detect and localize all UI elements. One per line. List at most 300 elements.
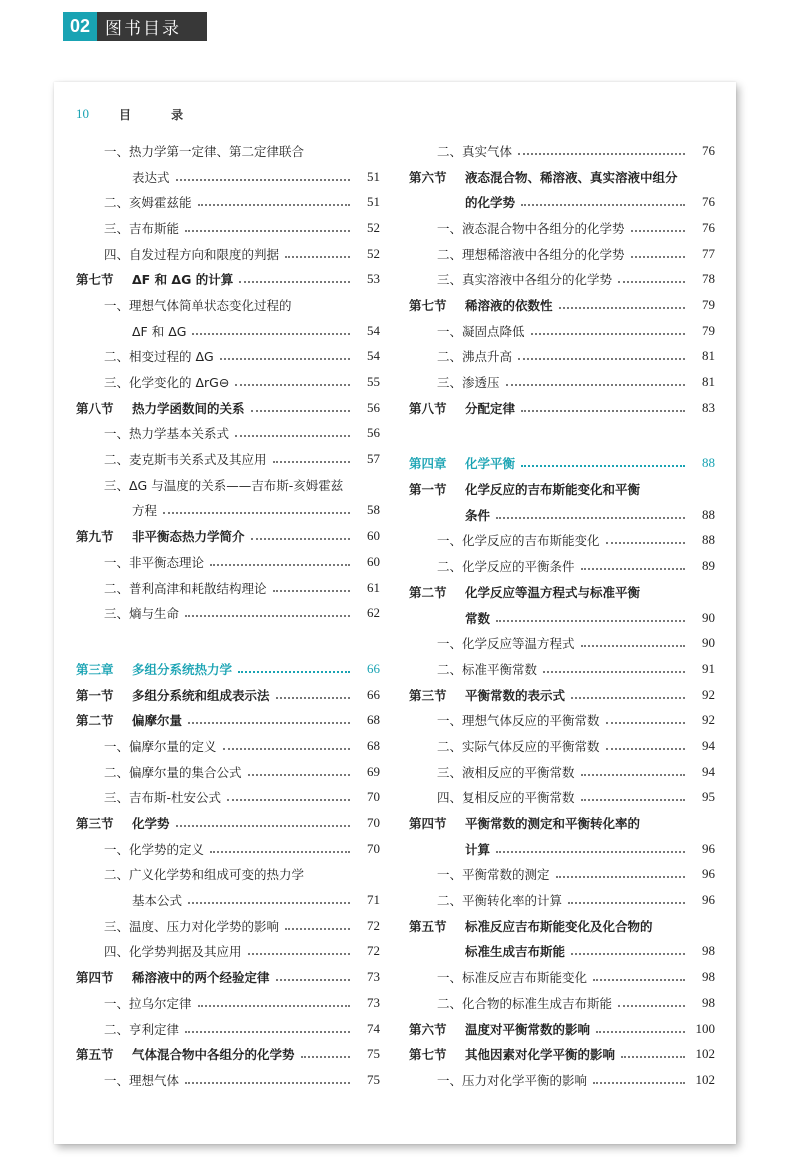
entry-title: 其他因素对化学平衡的影响 (465, 1047, 616, 1063)
toc-section-entry (409, 292, 715, 318)
leader-dots (606, 722, 685, 724)
entry-label (104, 865, 304, 883)
entry-title: 表达式 (132, 169, 170, 185)
leader-dots (276, 979, 350, 981)
entry-title: 四、化学势判据及其应用 (104, 944, 242, 960)
toc-left-column (76, 138, 380, 1093)
leader-dots (185, 1031, 350, 1033)
entry-title: 化学势 (132, 816, 170, 832)
entry-label (104, 737, 217, 755)
entry-label (437, 634, 575, 652)
entry-title: 化学反应等温方程式与标准平衡 (465, 584, 641, 600)
leader-dots (496, 620, 685, 622)
entry-page-number: 89 (702, 558, 715, 574)
entry-code: 第五节 (409, 918, 447, 934)
leader-dots (176, 179, 350, 181)
toc-entry (76, 421, 380, 447)
entry-page-number: 81 (702, 374, 715, 390)
entry-label (409, 1045, 615, 1063)
entry-title: 三、吉布斯能 (104, 220, 180, 236)
leader-dots (235, 384, 350, 386)
toc-entry (76, 1016, 380, 1042)
entry-label (132, 501, 157, 519)
toc-section-entry (76, 523, 380, 549)
leader-dots (518, 358, 685, 360)
entry-label (465, 193, 515, 211)
entry-label (465, 942, 565, 960)
toc-chapter-entry (76, 656, 380, 682)
entry-page-number: 60 (367, 528, 380, 544)
toc-entry (409, 553, 715, 579)
entry-label (409, 583, 640, 601)
leader-dots (521, 410, 685, 412)
entry-page-number: 91 (702, 660, 715, 676)
toc-spacer (409, 421, 715, 451)
entry-title: 一、热力学第一定律、第二定律联合 (104, 143, 305, 159)
entry-title: 二、理想稀溶液中各组分的化学势 (437, 246, 625, 262)
entry-code: 第七节 (409, 1047, 447, 1063)
leader-dots (518, 153, 685, 155)
entry-title: 二、真实气体 (437, 143, 513, 159)
entry-page-number: 88 (702, 455, 715, 471)
toc-section-entry (76, 707, 380, 733)
toc-right-column (409, 138, 715, 1093)
entry-label (437, 245, 625, 263)
entry-label (437, 968, 587, 986)
entry-title: 计算 (465, 841, 491, 857)
leader-dots (185, 230, 350, 232)
toc-entry (409, 241, 715, 267)
toc-section-entry (409, 1041, 715, 1067)
leader-dots (631, 230, 685, 232)
leader-dots (188, 722, 350, 724)
toc-entry (76, 446, 380, 472)
entry-label (409, 480, 640, 498)
entry-page-number: 66 (367, 660, 380, 676)
entry-title: 二、化学反应的平衡条件 (437, 559, 575, 575)
entry-label (409, 399, 515, 417)
entry-label (132, 322, 186, 340)
leader-dots (192, 333, 350, 335)
entry-page-number: 68 (367, 737, 380, 753)
leader-dots (581, 568, 685, 570)
entry-label (104, 347, 214, 365)
section-badge (63, 12, 207, 41)
entry-label (104, 424, 229, 442)
entry-title: 三、真实溶液中各组分的化学势 (437, 272, 613, 288)
leader-dots (496, 851, 685, 853)
entry-page-number: 88 (702, 532, 715, 548)
entry-page-number: 95 (702, 789, 715, 805)
entry-label (409, 1020, 590, 1038)
toc-entry (409, 656, 715, 682)
toc-entry (76, 575, 380, 601)
entry-title: 一、化学势的定义 (104, 841, 205, 857)
leader-dots (543, 671, 685, 673)
leader-dots (273, 590, 350, 592)
entry-label (132, 891, 182, 909)
entry-label (409, 454, 515, 472)
entry-label (437, 322, 525, 340)
entry-label (437, 660, 537, 678)
entry-label (437, 788, 575, 806)
toc-entry (76, 733, 380, 759)
entry-title: 二、亨利定律 (104, 1021, 180, 1037)
toc-section-entry (76, 964, 380, 990)
entry-title: 一、凝固点降低 (437, 323, 525, 339)
toc-entry (76, 472, 380, 498)
entry-label (437, 711, 600, 729)
entry-page-number: 70 (367, 840, 380, 856)
entry-title: 的化学势 (465, 195, 516, 211)
leader-dots (301, 1056, 350, 1058)
toc-section-entry (76, 810, 380, 836)
entry-page-number: 54 (367, 348, 380, 364)
leader-dots (248, 774, 350, 776)
entry-title: 四、复相反应的平衡常数 (437, 790, 575, 806)
entry-label (104, 193, 192, 211)
leader-dots (239, 281, 350, 283)
leader-dots (176, 825, 350, 827)
entry-label (437, 891, 562, 909)
entry-title: 四、自发过程方向和限度的判据 (104, 246, 280, 262)
entry-title: 一、理想气体简单状态变化过程的 (104, 297, 292, 313)
entry-code: 第一节 (409, 482, 447, 498)
entry-label (437, 142, 512, 160)
entry-label (104, 942, 242, 960)
entry-label (437, 557, 575, 575)
entry-code: 第六节 (409, 1021, 447, 1037)
toc-entry (409, 836, 715, 862)
entry-title: 一、非平衡态理论 (104, 554, 205, 570)
entry-page-number: 100 (695, 1020, 715, 1036)
entry-page-number: 76 (702, 142, 715, 158)
entry-label (76, 399, 245, 417)
leader-dots (251, 410, 350, 412)
entry-label (104, 763, 242, 781)
toc-spacer (76, 626, 380, 656)
entry-title: ΔF 和 ΔG (132, 323, 187, 339)
toc-section-entry (76, 266, 380, 292)
entry-title: 气体混合物中各组分的化学势 (132, 1047, 295, 1063)
entry-label (104, 840, 204, 858)
entry-code: 第九节 (76, 529, 114, 545)
toc-entry (76, 215, 380, 241)
leader-dots (235, 435, 350, 437)
entry-code: 第一节 (76, 687, 114, 703)
leader-dots (556, 876, 685, 878)
entry-page-number: 66 (367, 686, 380, 702)
entry-code: 第八节 (409, 400, 447, 416)
toc-entry (409, 939, 715, 965)
entry-title: 三、液相反应的平衡常数 (437, 764, 575, 780)
entry-page-number: 70 (367, 789, 380, 805)
leader-dots (185, 1082, 350, 1084)
entry-title: 一、偏摩尔量的定义 (104, 738, 217, 754)
entry-page-number: 72 (367, 943, 380, 959)
entry-title: 化学平衡 (465, 456, 516, 472)
leader-dots (531, 333, 685, 335)
leader-dots (596, 1031, 685, 1033)
page-number: 10 (76, 106, 89, 121)
entry-title: 分配定律 (465, 400, 516, 416)
entry-code: 第三节 (76, 816, 114, 832)
entry-page-number: 94 (702, 737, 715, 753)
toc-entry (76, 241, 380, 267)
entry-page-number: 61 (367, 579, 380, 595)
leader-dots (618, 1005, 685, 1007)
leader-dots (220, 358, 350, 360)
entry-page-number: 60 (367, 553, 380, 569)
entry-page-number: 79 (702, 322, 715, 338)
leader-dots (198, 1005, 350, 1007)
entry-label (437, 763, 575, 781)
entry-title: 一、液态混合物中各组分的化学势 (437, 220, 625, 236)
leader-dots (621, 1056, 685, 1058)
entry-page-number: 69 (367, 763, 380, 779)
entry-label (437, 865, 550, 883)
leader-dots (593, 979, 685, 981)
entry-page-number: 102 (695, 1071, 715, 1087)
entry-page-number: 96 (702, 866, 715, 882)
entry-page-number: 77 (702, 245, 715, 261)
entry-title: 标准生成吉布斯能 (465, 944, 566, 960)
leader-dots (163, 512, 350, 514)
entry-title: 液态混合物、稀溶液、真实溶液中组分 (465, 169, 678, 185)
leader-dots (571, 697, 685, 699)
entry-title: 一、压力对化学平衡的影响 (437, 1072, 588, 1088)
entry-code: 第四章 (409, 456, 447, 472)
entry-title: 平衡常数的测定和平衡转化率的 (465, 816, 641, 832)
page-heading: 目 录 (119, 108, 202, 122)
leader-dots (285, 256, 350, 258)
entry-code: 第四节 (76, 970, 114, 986)
leader-dots (210, 564, 350, 566)
entry-label (409, 917, 653, 935)
toc-entry (76, 164, 380, 190)
entry-title: 基本公式 (132, 893, 183, 909)
entry-label (409, 814, 640, 832)
entry-label (76, 1045, 295, 1063)
toc-entry (76, 913, 380, 939)
entry-page-number: 51 (367, 194, 380, 210)
entry-label (437, 1071, 587, 1089)
entry-title: 稀溶液中的两个经验定律 (132, 970, 270, 986)
toc-entry (409, 266, 715, 292)
entry-title: 平衡常数的表示式 (465, 687, 566, 703)
toc-entry (76, 138, 380, 164)
entry-page-number: 94 (702, 763, 715, 779)
toc-entry (76, 549, 380, 575)
toc-entry (76, 1067, 380, 1093)
toc-section-entry (409, 164, 715, 190)
entry-label (104, 553, 204, 571)
toc-entry (76, 887, 380, 913)
leader-dots (571, 953, 685, 955)
toc-entry (409, 318, 715, 344)
entry-page-number: 72 (367, 917, 380, 933)
entry-page-number: 62 (367, 605, 380, 621)
entry-label (76, 711, 182, 729)
entry-page-number: 102 (695, 1046, 715, 1062)
entry-title: 一、拉乌尔定律 (104, 995, 192, 1011)
entry-page-number: 92 (702, 712, 715, 728)
entry-title: 三、温度、压力对化学势的影响 (104, 918, 280, 934)
entry-page-number: 83 (702, 399, 715, 415)
entry-code: 第三节 (409, 687, 447, 703)
entry-label (104, 604, 179, 622)
toc-entry (76, 785, 380, 811)
entry-label (437, 219, 625, 237)
entry-label (104, 579, 267, 597)
toc-entry (409, 1067, 715, 1093)
toc-entry (409, 887, 715, 913)
entry-code: 第五节 (76, 1047, 114, 1063)
entry-title: 二、平衡转化率的计算 (437, 893, 563, 909)
toc-page (54, 82, 736, 1144)
entry-label (465, 506, 490, 524)
leader-dots (273, 461, 350, 463)
entry-title: 二、广义化学势和组成可变的热力学 (104, 867, 305, 883)
leader-dots (248, 953, 350, 955)
toc-section-entry (409, 1016, 715, 1042)
entry-label (76, 968, 270, 986)
entry-label (409, 296, 553, 314)
toc-entry (76, 369, 380, 395)
leader-dots (521, 204, 685, 206)
entry-title: 条件 (465, 507, 491, 523)
entry-label (437, 347, 512, 365)
toc-entry (76, 498, 380, 524)
leader-dots (568, 902, 685, 904)
entry-label (409, 168, 678, 186)
toc-entry (409, 189, 715, 215)
leader-dots (238, 671, 350, 673)
toc-entry (76, 344, 380, 370)
entry-title: 一、理想气体反应的平衡常数 (437, 713, 600, 729)
entry-code: 第四节 (409, 816, 447, 832)
entry-label (409, 686, 565, 704)
entry-title: 热力学函数间的关系 (132, 400, 245, 416)
toc-chapter-entry (409, 451, 715, 477)
leader-dots (251, 538, 350, 540)
toc-entry (409, 344, 715, 370)
entry-code: 第六节 (409, 169, 447, 185)
entry-title: 三、化学变化的 ΔrG⊖ (104, 375, 230, 391)
toc-entry (409, 502, 715, 528)
entry-page-number: 68 (367, 712, 380, 728)
entry-label (76, 270, 233, 288)
leader-dots (581, 645, 685, 647)
toc-entry (409, 138, 715, 164)
entry-title: ΔF 和 ΔG 的计算 (132, 272, 234, 288)
toc-section-entry (409, 395, 715, 421)
leader-dots (521, 465, 685, 467)
entry-label (76, 527, 245, 545)
entry-title: 常数 (465, 610, 491, 626)
entry-code: 第二节 (76, 713, 114, 729)
toc-section-entry (76, 1041, 380, 1067)
toc-section-entry (409, 579, 715, 605)
entry-title: 化学反应的吉布斯能变化和平衡 (465, 482, 641, 498)
entry-label (104, 245, 279, 263)
leader-dots (606, 748, 685, 750)
entry-page-number: 71 (367, 892, 380, 908)
page-header (76, 106, 201, 123)
toc-entry (76, 189, 380, 215)
entry-page-number: 90 (702, 635, 715, 651)
toc-entry (76, 292, 380, 318)
entry-title: 多组分系统热力学 (132, 661, 233, 677)
entry-page-number: 56 (367, 399, 380, 415)
entry-title: 二、化合物的标准生成吉布斯能 (437, 995, 613, 1011)
entry-page-number: 90 (702, 609, 715, 625)
entry-label (437, 737, 600, 755)
entry-label (437, 270, 612, 288)
entry-label (104, 917, 279, 935)
leader-dots (227, 799, 350, 801)
entry-page-number: 57 (367, 451, 380, 467)
entry-label (104, 373, 229, 391)
entry-label (132, 168, 170, 186)
toc-entry (409, 862, 715, 888)
leader-dots (618, 281, 685, 283)
entry-title: 一、理想气体 (104, 1072, 180, 1088)
toc-entry (409, 707, 715, 733)
toc-section-entry (76, 682, 380, 708)
entry-label (104, 476, 343, 494)
leader-dots (188, 902, 350, 904)
entry-label (104, 450, 267, 468)
entry-label (76, 686, 270, 704)
entry-label (76, 814, 170, 832)
entry-page-number: 88 (702, 506, 715, 522)
entry-title: 三、ΔG 与温度的关系——吉布斯-亥姆霍兹 (104, 477, 344, 493)
entry-title: 非平衡态热力学简介 (132, 529, 245, 545)
entry-label (104, 142, 304, 160)
leader-dots (559, 307, 685, 309)
entry-page-number: 73 (367, 994, 380, 1010)
toc-entry (76, 990, 380, 1016)
entry-title: 二、标准平衡常数 (437, 661, 538, 677)
leader-dots (631, 256, 685, 258)
entry-page-number: 73 (367, 969, 380, 985)
entry-label (437, 994, 612, 1012)
entry-page-number: 98 (702, 994, 715, 1010)
toc-entry (76, 759, 380, 785)
entry-page-number: 78 (702, 271, 715, 287)
toc-entry (409, 990, 715, 1016)
entry-page-number: 51 (367, 168, 380, 184)
entry-title: 二、偏摩尔量的集合公式 (104, 764, 242, 780)
entry-label (104, 1071, 179, 1089)
toc-entry (409, 215, 715, 241)
entry-label (465, 840, 490, 858)
entry-label (104, 1020, 179, 1038)
leader-dots (223, 748, 350, 750)
leader-dots (210, 851, 350, 853)
entry-title: 二、相变过程的 ΔG (104, 349, 214, 365)
entry-label (76, 660, 232, 678)
toc-section-entry (409, 682, 715, 708)
entry-page-number: 74 (367, 1020, 380, 1036)
entry-label (437, 373, 500, 391)
toc-entry (409, 369, 715, 395)
entry-label (104, 788, 221, 806)
entry-page-number: 52 (367, 219, 380, 235)
entry-page-number: 75 (367, 1071, 380, 1087)
toc-section-entry (409, 913, 715, 939)
